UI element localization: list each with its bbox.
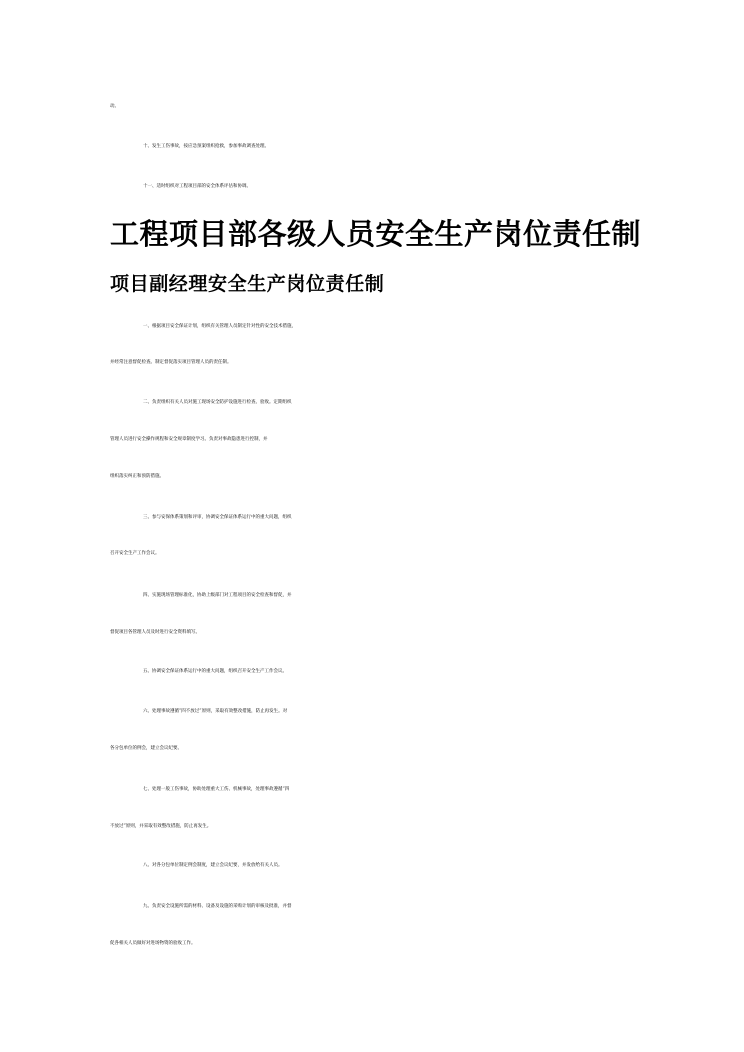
section-title: 项目副经理安全生产岗位责任制 — [110, 273, 385, 295]
para-2-line-3: 组织落实纠正和预防措施。 — [110, 474, 164, 479]
para-1-line-1: 一、根据项目安全保证计划，组织有关管理人员制定针对性的安全技术措施， — [143, 324, 296, 329]
para-3-line-2: 召开安全生产工作会议。 — [110, 551, 160, 556]
para-6-line-1: 六、处理事故遵循“四不放过”原则，采取有效整改措施，防止再发生。对 — [143, 709, 288, 714]
para-7-line-2: 不放过”原则，并采取有效整改措施，防止再发生。 — [110, 824, 212, 829]
para-7-line-1: 七、处理一般工伤事故，协助处理重大工伤、机械事故，处理事故遵循“四 — [143, 787, 290, 792]
item-11: 十一、适时组织对工程项目部的安全体系评估和协调。 — [143, 184, 251, 189]
para-9-line-1: 九、负责安全设施所需的材料、设备及设施的采购计划的审核及批准，并督 — [143, 904, 292, 909]
para-1-line-2: 并经常注意督促检查。制定督促落实项目管理人员的责任制。 — [110, 360, 232, 365]
para-2-line-2: 管理人员进行安全操作规程和安全规章制度学习。负责对事故隐患进行控制，并 — [110, 437, 268, 442]
para-4-line-1: 四、实施现场管理标准化，协助上级部门对工程项目的安全检查和督促，并 — [143, 593, 292, 598]
para-9-line-2: 促各相关人员做好对进场物资的验收工作。 — [110, 941, 196, 946]
para-5-line-1: 五、协调安全保证体系运行中的重大问题，组织召开安全生产工作会议。 — [143, 669, 287, 674]
continuation-text: 动。 — [110, 104, 119, 109]
main-title: 工程项目部各级人员安全生产岗位责任制 — [110, 217, 642, 251]
para-8-line-1: 八、对各分包单位制定例会制度，建立会议纪要，并发放给有关人员。 — [143, 863, 283, 868]
para-6-line-2: 各分包单位的例会，建立会议纪要。 — [110, 746, 182, 751]
para-3-line-1: 三、参与安保体系策划和评审，协调安全保证体系运行中的重大问题，组织 — [143, 515, 292, 520]
para-4-line-2: 督促项目各管理人员及时进行安全资料填写。 — [110, 630, 200, 635]
para-2-line-1: 二、负责组织有关人员对施工现场安全防护设施进行检查、验收。定期组织 — [143, 400, 292, 405]
item-10: 十、发生工伤事故，按应急预案组织抢救，参加事故调查处理。 — [143, 144, 269, 149]
